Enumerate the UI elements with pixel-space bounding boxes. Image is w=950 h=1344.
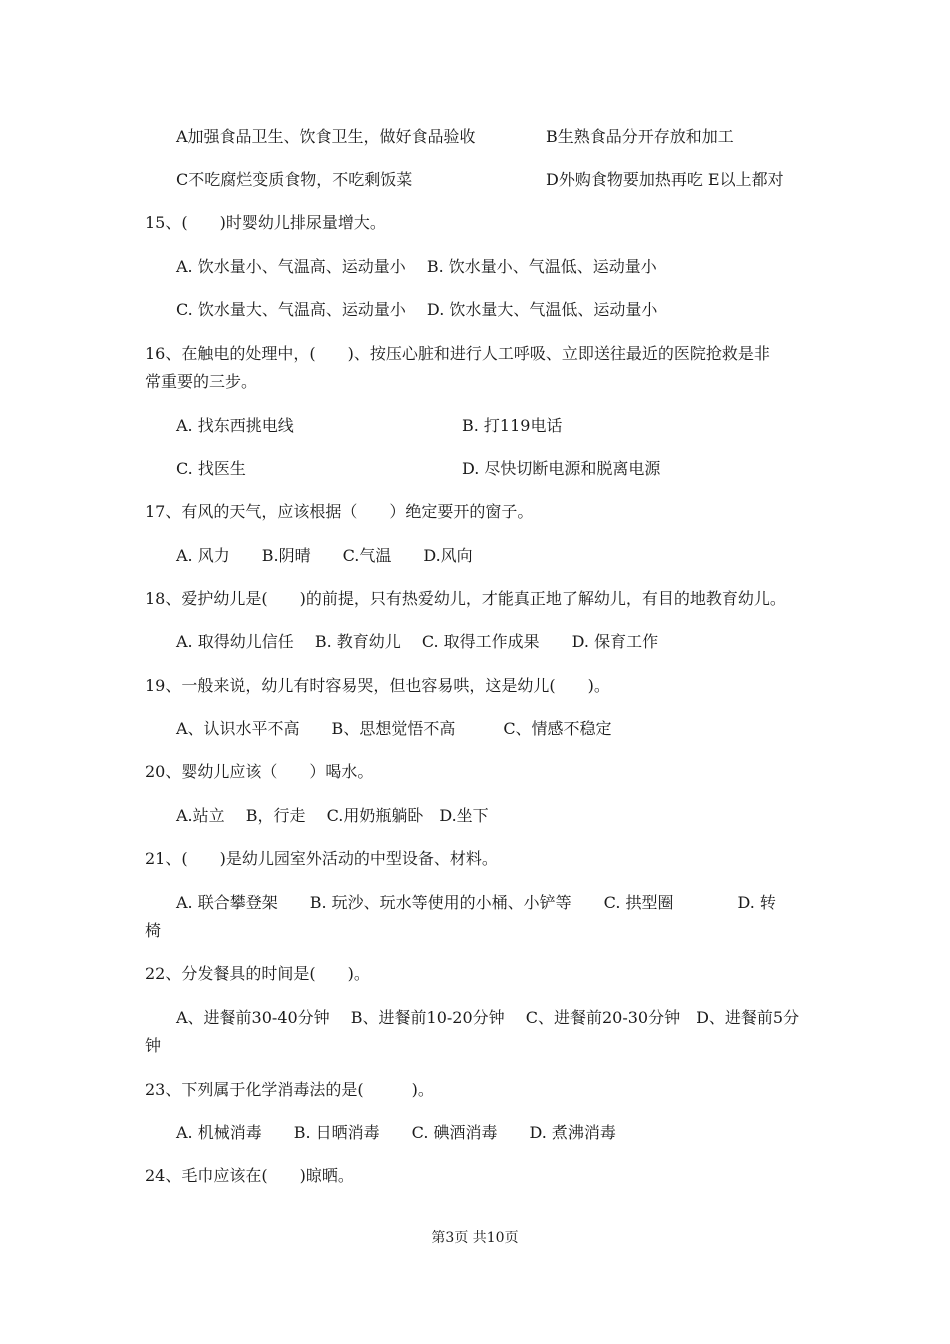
question-23-stem: 23、下列属于化学消毒法的是( )。 <box>145 1080 434 1099</box>
question-18-options: A. 取得幼儿信任 B. 教育幼儿 C. 取得工作成果 D. 保育工作 <box>176 632 659 651</box>
question-21-options-line-2: 椅 <box>145 921 162 940</box>
question-20-stem: 20、婴幼儿应该（ ）喝水。 <box>145 762 374 781</box>
question-16-option-a: A. 找东西挑电线 <box>176 416 294 435</box>
question-16-option-b: B. 打119电话 <box>462 416 563 435</box>
question-17-options: A. 风力 B.阴晴 C.气温 D.风向 <box>176 546 473 565</box>
question-20-options: A.站立 B，行走 C.用奶瓶躺卧 D.坐下 <box>176 806 489 825</box>
question-19-options: A、认识水平不高 B、思想觉悟不高 C、情感不稳定 <box>176 719 612 738</box>
question-21-stem: 21、( )是幼儿园室外活动的中型设备、材料。 <box>145 849 498 868</box>
question-16-stem-line-1: 16、在触电的处理中，( )、按压心脏和进行人工呼吸、立即送往最近的医院抢救是非 <box>145 344 770 363</box>
question-17-stem: 17、有风的天气，应该根据（ ）绝定要开的窗子。 <box>145 502 534 521</box>
question-15-options-row-2: C. 饮水量大、气温高、运动量小 D. 饮水量大、气温低、运动量小 <box>176 300 658 319</box>
question-16-option-c: C. 找医生 <box>176 459 246 478</box>
question-19-stem: 19、一般来说，幼儿有时容易哭，但也容易哄，这是幼儿( )。 <box>145 676 610 695</box>
question-16-option-d: D. 尽快切断电源和脱离电源 <box>462 459 661 478</box>
option-c: C不吃腐烂变质食物，不吃剩饭菜 <box>176 170 413 189</box>
question-18-stem: 18、爱护幼儿是( )的前提，只有热爱幼儿，才能真正地了解幼儿，有目的地教育幼儿。 <box>145 589 786 608</box>
option-d-e: D外购食物要加热再吃 E以上都对 <box>546 170 784 189</box>
question-15-options-row-1: A. 饮水量小、气温高、运动量小 B. 饮水量小、气温低、运动量小 <box>176 257 657 276</box>
question-22-options-line-2: 钟 <box>145 1036 162 1055</box>
question-23-options: A. 机械消毒 B. 日晒消毒 C. 碘酒消毒 D. 煮沸消毒 <box>176 1123 616 1142</box>
option-a: A加强食品卫生、饮食卫生，做好食品验收 <box>176 127 476 146</box>
question-16-stem-line-2: 常重要的三步。 <box>145 372 258 391</box>
question-22-stem: 22、分发餐具的时间是( )。 <box>145 964 370 983</box>
question-22-options-line-1: A、进餐前30-40分钟 B、进餐前10-20分钟 C、进餐前20-30分钟 D、进餐前5分 <box>176 1008 800 1027</box>
question-24-stem: 24、毛巾应该在( )晾晒。 <box>145 1166 354 1185</box>
page-footer: 第3页 共10页 <box>431 1230 519 1246</box>
option-b: B生熟食品分开存放和加工 <box>546 127 734 146</box>
question-21-options-line-1: A. 联合攀登架 B. 玩沙、玩水等使用的小桶、小铲等 C. 拱型圈 D. 转 <box>176 893 776 912</box>
question-15-stem: 15、( )时婴幼儿排尿量增大。 <box>145 213 386 232</box>
